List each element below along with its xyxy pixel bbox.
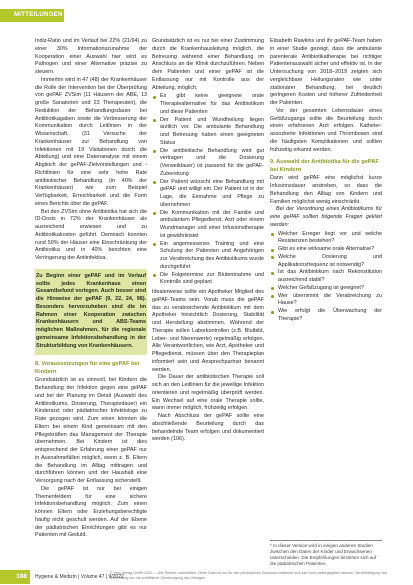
footnote: * In dieser Version wird in einigen anderen Studien zwischen den Daten der Kinder und Erwachsenen unterschieden. Die Empfehlungen beziehen sich auf die pädiatrischen Patienten.: [270, 540, 382, 567]
page-number: 188: [0, 570, 30, 584]
paragraph: Nach Abschluss der gePAF sollte eine abschließende Beurteilung durch das behandelnde Team erfolgen und dokumentiert werden (106).: [152, 413, 264, 443]
journal-title: Hygiene & Medizin | Volume 47 | 9/2022: [35, 574, 124, 580]
paragraph: Immerhin wird in 47 (48) der Krankenhäuser die Rolle der Intervention bei der Überprüfung von gePAF ZVSim (11 Häusern der ABE, 13 große Sanatorien und 23 Therapeuten), die Reduktion der Behandlungsdauer bei Antibiotikagaben sowie die Verbesserung der Kommunikation durch Leitlinien in der Wissenschaft. (31 Versuche der Krankenhäuser zur Behandlung von Infektionen mit 19 Visitationen durch die Abteilung) und eine Datenanalyse mit einem Abgleich der gePAF-Zielvorstellungen und -Richtlinien für eine sehr hohe Rate antibiotischer Behandlung (in 40% der Krankenhäuser) wie zum Beispiel Verfügbarkeit, Erreichbarkeit und die Form eines Berichts über die gePAF.: [35, 76, 147, 207]
list-item: Gibt es eine wirksame orale Alternative?: [270, 246, 382, 254]
page-header: [0, 0, 413, 31]
section-heading: 9. Auswahl der Antibiotika für die gePAF bei Kindern: [270, 159, 379, 173]
list-item: Die antibiotische Behandlung wird gut vertragen und die Dosierung (Verweildauer) ist passend für die gePAF-Zubereitung: [152, 148, 264, 179]
paragraph: Dann wird gePAF eine möglichst kurze Infusionsdauer anstreben, so dass die Behandlung den Alltag von Kindern und Familien möglichst wenig einschränkt.: [270, 175, 382, 205]
paragraph: Die gePAF ist nur bei einigen Themenfeldern für eine sichere Infektionsbehandlung möglich. Zum einen können Eltern oder Erziehungsberechtigte häufig nicht geschult werden. Auf der Ebene der pädiatrischen Einrichtungen gibt es nur Patienten mit Geduld.: [35, 485, 147, 539]
copyright-notice: © mhp-Verlag GmbH 2022 — Alle Rechte vorbehalten. Diese Datei ist nur für den persönlichen Gebrauch bestimmt und darf nicht weitergegeben werden. Vervielfältigung und Verbreitung nur mit schriftlicher Genehmigung des Verlages.: [110, 571, 387, 580]
paragraph: Bei der Verordnung eines Antibiotikums für eine gePAF sollten folgende Fragen geklärt werden:: [270, 206, 382, 228]
bullet-list: [152, 93, 264, 287]
list-item: Der Patient und Wundheilung liegen ärztlich vor. Die ambulante Behandlung und Betreuung haben einen geeigneten Status: [152, 117, 264, 148]
list-item: Ist das Antibiotikum nach Rekonstitution ausreichend stabil?: [270, 269, 382, 285]
list-item: Wer übernimmt die Verabreichung zu Hause?: [270, 293, 382, 309]
list-item: Wie erfolgt die Überwachung der Therapie?: [270, 308, 382, 324]
paragraph: Vor der gesamten Lebensdauer eines Gefäßzugangs sollte die Beurteilung durch einen erfahrenen Arzt erfolgen. Katheter-assoziierte Infektionen und Thrombosen sind die häufigsten Komplikationen und sollten frühzeitig erkannt werden.: [270, 107, 382, 153]
subsection-label: KRI: [17, 25, 30, 31]
list-item: Die Kommunikation mit der Familie und ambulantem Pflegedienst, Arzt oder einem Wundmanager und einer Infusionstherapie ist gewährleistet: [152, 210, 264, 241]
list-item: Welche Dosierung und Applikationsfrequenz ist notwendig?: [270, 254, 382, 270]
section-sep: |: [14, 25, 18, 31]
paragraph: Indiz-Ratio und im Verlauf bei 22% (21/94) zu einer 30% Informationszunahme der Kooperation einer Auswahl hier wird es Pathogen und einer Alternative präzise zu steuern.: [35, 38, 147, 75]
section-heading: 8. Voraussetzungen für eine gePAF bei Kindern: [35, 361, 140, 375]
list-item: Es gibt keine geeignete orale Therapiealternative für das Antibiotikum und diese Patienten: [152, 93, 264, 116]
list-item: Welcher Erreger liegt vor und welche Resistenzen bestehen?: [270, 231, 382, 247]
list-item: Die Folgetermine zur Blutentnahme und Kontrolle sind geplant: [152, 272, 264, 288]
paragraph: Bei den ZVSim ohne Antibiotika hat sich die ID-Dosis in 72% der Krankenhäuser als ausreichend erwiesen und zu Antibiotikakosten geführt. Demnach konnten rund 50% der Häuser eine Einschränkung der Antibiotika und in 40% berichten eine Verringerung der Antiinfektiva.: [35, 208, 147, 261]
column-2: [152, 38, 264, 444]
section-label: MITTEILUNGEN: [14, 12, 63, 18]
column-3: [270, 38, 382, 326]
paragraph: Idealerweise sollte ein Apotheker Mitglied des gePAF-Teams sein. Vorab muss die gePAF das zu verabreichende Antibiotikum mit dem Apotheker hinsichtlich Dosierung, Stabilität und Herstellung abstimmen. Während der Therapie sollen Laborkontrollen (z.B. Blutbild, Leber- und Nierenwerte) regelmäßig erfolgen. Alle Verantwortlichen, wie Arzt, Apotheker und Pflegedienst, müssen über den Therapieplan informiert sein und Ansprechpartner benannt werden.: [152, 289, 264, 373]
list-item: Der Patient wünscht eine Behandlung mit gePAF und willigt ein. Der Patient ist in der Lage, die Einnahme und Pflege zu übernehmen: [152, 179, 264, 210]
paragraph: Grundsätzlich ist es nur bei einer Zustimmung durch die Krankenhausleitung möglich, die Betreuung während einer Behandlung im Anschluss an die Klinik durchzuführen. Neben dem Patienten und einer gePAF ist die Entlassung nur mit Kontrolle aus der Abteilung, möglich.: [152, 38, 264, 91]
bullet-list: [270, 231, 382, 324]
section-tab: [0, 9, 64, 31]
column-1: [35, 38, 147, 540]
paragraph: Die Dauer der antibiotischen Therapie soll sich an den Leitlinien für die jeweilige Infektion orientieren und regelmäßig überprüft werden. Ein Wechsel auf eine orale Therapie sollte, wann immer möglich, frühzeitig erfolgen.: [152, 374, 264, 412]
page-footer: [0, 565, 413, 585]
highlight-box: Zu Beginn einer gePAF und im Verlauf sollte jedes Krankenhaus einen Gesamtbefund vorlegen. Auch besser sind die Hinweise der gePAF (9, 22, 24, 98). Besonders hervorzuheben sind die im Rahmen einer Kooperation zwischen Krankenhäusern und ABS-Teams möglichen Maßnahmen, für die regionale gemeinsame Infektionsbehandlung in der Strukturbildung von Krankenhäusern.: [35, 269, 147, 356]
list-item: Ein angemessenes Training und eine Schulung der Patienten und Angehörigen zur Verabreichung des Antibiotikums wurde durchgeführt: [152, 241, 264, 272]
list-item: Welcher Gefäßzugang ist geeignet?: [270, 285, 382, 293]
paragraph: Elisabeth Rawkins und ihr gePAF-Team haben in einer Studie gezeigt, dass die ambulante parenterale Antibiotikatherapie bei richtiger Patientenauswahl sicher und effektiv ist. In der Untersuchung von 2018–2019 zeigten sich vergleichbare Heilungsraten wie unter stationärer Behandlung, bei deutlich geringeren Kosten und höherer Zufriedenheit der Patienten.: [270, 38, 382, 106]
paragraph: Grundsätzlich ist es sinnvoll, bei Kindern die Behandlung der Infektion gegen eine gePAF und bei der Planung im Detail (Auswahl des Antibiotikums, Dosierung, Therapiedauer) ein Kinderarzt oder pädiatrischer Infektiologe zu Rate gezogen wird. Zum einen könnten die Eltern bei einem Kind gemeinsam mit den Pflegekräften das Management der Therapie übernehmen. Bei Kindern ist dies entsprechend der Erfahrung einer gePAF nur in Ausnahmefällen möglich, wenn z. B. Eltern die Behandlung im Alltag mittragen und durchführen können und der Haushalt eine Versorgung nach der Entlassung sicherstellt.: [35, 377, 147, 485]
